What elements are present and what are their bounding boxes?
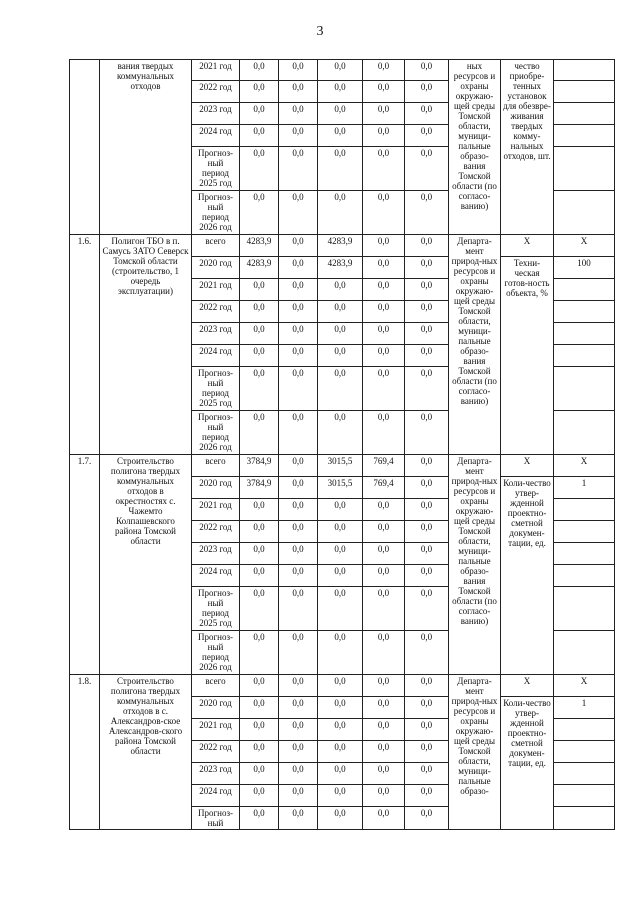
total-cell: 0,0	[240, 147, 279, 191]
local-cell: 0,0	[363, 235, 405, 257]
regional-cell: 0,0	[318, 543, 363, 565]
regional-cell: 0,0	[318, 60, 363, 81]
federal-cell: 0,0	[279, 301, 318, 323]
federal-cell: 0,0	[279, 345, 318, 367]
target-value-cell	[554, 81, 615, 103]
period-cell: 2021 год	[192, 60, 240, 81]
period-cell: 2024 год	[192, 565, 240, 587]
federal-cell: 0,0	[279, 675, 318, 697]
local-cell: 0,0	[363, 125, 405, 147]
target-value-cell	[554, 323, 615, 345]
extrabudget-cell: 0,0	[405, 763, 449, 785]
extrabudget-cell: 0,0	[405, 697, 449, 719]
target-value-cell	[554, 499, 615, 521]
regional-cell: 0,0	[318, 675, 363, 697]
regional-cell: 0,0	[318, 741, 363, 763]
extrabudget-cell: 0,0	[405, 345, 449, 367]
period-cell: Прогноз-ный период 2025 год	[192, 367, 240, 411]
period-cell: Прогноз-ный период 2025 год	[192, 147, 240, 191]
period-cell: 2023 год	[192, 103, 240, 125]
period-cell: 2021 год	[192, 499, 240, 521]
extrabudget-cell: 0,0	[405, 587, 449, 631]
local-cell: 0,0	[363, 675, 405, 697]
total-cell: 0,0	[240, 587, 279, 631]
extrabudget-cell: 0,0	[405, 191, 449, 235]
regional-cell: 0,0	[318, 147, 363, 191]
indicator-cell: Х	[501, 675, 554, 697]
total-cell: 0,0	[240, 785, 279, 807]
period-cell: 2020 год	[192, 697, 240, 719]
period-cell: всего	[192, 675, 240, 697]
indicator-cell: Коли-чество утвер-жденной проектно-сметной докумен-тации, ед.	[501, 477, 554, 675]
regional-cell: 3015,5	[318, 477, 363, 499]
total-cell: 0,0	[240, 565, 279, 587]
federal-cell: 0,0	[279, 631, 318, 675]
local-cell: 0,0	[363, 499, 405, 521]
period-cell: 2021 год	[192, 279, 240, 301]
federal-cell: 0,0	[279, 719, 318, 741]
regional-cell: 0,0	[318, 807, 363, 830]
target-value-cell: Х	[554, 455, 615, 477]
page-number: 3	[316, 24, 324, 39]
regional-cell: 4283,9	[318, 235, 363, 257]
department-cell: Департа-мент природ-ных ресурсов и охраны окружаю-щей среды Томской области, муници-пальные образо-вания Томской области (по согласо-ванию)	[449, 455, 501, 675]
extrabudget-cell: 0,0	[405, 565, 449, 587]
federal-cell: 0,0	[279, 323, 318, 345]
local-cell: 769,4	[363, 477, 405, 499]
extrabudget-cell: 0,0	[405, 785, 449, 807]
extrabudget-cell: 0,0	[405, 323, 449, 345]
total-cell: 0,0	[240, 719, 279, 741]
extrabudget-cell: 0,0	[405, 257, 449, 279]
target-value-cell	[554, 103, 615, 125]
federal-cell: 0,0	[279, 587, 318, 631]
extrabudget-cell: 0,0	[405, 147, 449, 191]
extrabudget-cell: 0,0	[405, 719, 449, 741]
target-value-cell	[554, 301, 615, 323]
regional-cell: 0,0	[318, 323, 363, 345]
item-name-cell: Строительство полигона твердых коммунальных отходов в с. Александров-ское Александров-ского района Томской области	[100, 675, 192, 830]
extrabudget-cell: 0,0	[405, 675, 449, 697]
indicator-cell: Х	[501, 235, 554, 257]
period-cell: 2020 год	[192, 257, 240, 279]
target-value-cell	[554, 191, 615, 235]
federal-cell: 0,0	[279, 279, 318, 301]
local-cell: 0,0	[363, 301, 405, 323]
target-value-cell	[554, 785, 615, 807]
regional-cell: 0,0	[318, 103, 363, 125]
regional-cell: 3015,5	[318, 455, 363, 477]
local-cell: 0,0	[363, 191, 405, 235]
target-value-cell	[554, 345, 615, 367]
period-cell: Прогноз-ный период 2026 год	[192, 411, 240, 455]
period-cell: всего	[192, 235, 240, 257]
local-cell: 0,0	[363, 323, 405, 345]
target-value-cell	[554, 719, 615, 741]
federal-cell: 0,0	[279, 741, 318, 763]
period-cell: 2021 год	[192, 719, 240, 741]
table-row	[70, 235, 615, 257]
extrabudget-cell: 0,0	[405, 367, 449, 411]
extrabudget-cell: 0,0	[405, 301, 449, 323]
total-cell: 0,0	[240, 807, 279, 830]
federal-cell: 0,0	[279, 191, 318, 235]
indicator-cell: Коли-чество утвер-жденной проектно-сметной докумен-тации, ед.	[501, 697, 554, 830]
federal-cell: 0,0	[279, 125, 318, 147]
local-cell: 0,0	[363, 719, 405, 741]
item-number-cell: 1.6.	[70, 235, 100, 455]
item-number-cell	[70, 60, 100, 235]
target-value-cell	[554, 279, 615, 301]
local-cell: 0,0	[363, 103, 405, 125]
local-cell: 0,0	[363, 543, 405, 565]
federal-cell: 0,0	[279, 235, 318, 257]
extrabudget-cell: 0,0	[405, 477, 449, 499]
item-name-cell: вания твердых коммунальных отходов	[100, 60, 192, 235]
local-cell: 0,0	[363, 565, 405, 587]
total-cell: 0,0	[240, 521, 279, 543]
local-cell: 0,0	[363, 741, 405, 763]
target-value-cell	[554, 125, 615, 147]
total-cell: 0,0	[240, 675, 279, 697]
item-number-cell: 1.7.	[70, 455, 100, 675]
period-cell: 2023 год	[192, 763, 240, 785]
total-cell: 0,0	[240, 279, 279, 301]
period-cell: 2020 год	[192, 477, 240, 499]
local-cell: 0,0	[363, 345, 405, 367]
total-cell: 0,0	[240, 301, 279, 323]
item-name-cell: Полигон ТБО в п. Самусь ЗАТО Северск Томской области (строительство, 1 очередь эксплуатации)	[100, 235, 192, 455]
extrabudget-cell: 0,0	[405, 499, 449, 521]
period-cell: 2024 год	[192, 345, 240, 367]
target-value-cell	[554, 763, 615, 785]
total-cell: 0,0	[240, 81, 279, 103]
federal-cell: 0,0	[279, 60, 318, 81]
extrabudget-cell: 0,0	[405, 411, 449, 455]
local-cell: 0,0	[363, 147, 405, 191]
extrabudget-cell: 0,0	[405, 81, 449, 103]
total-cell: 0,0	[240, 323, 279, 345]
extrabudget-cell: 0,0	[405, 235, 449, 257]
period-cell: Прогноз-ный период 2026 год	[192, 191, 240, 235]
federal-cell: 0,0	[279, 785, 318, 807]
target-value-cell	[554, 411, 615, 455]
target-value-cell	[554, 565, 615, 587]
local-cell: 0,0	[363, 785, 405, 807]
federal-cell: 0,0	[279, 697, 318, 719]
extrabudget-cell: 0,0	[405, 631, 449, 675]
table-row	[70, 455, 615, 477]
extrabudget-cell: 0,0	[405, 543, 449, 565]
federal-cell: 0,0	[279, 257, 318, 279]
period-cell: Прогноз-ный	[192, 807, 240, 830]
local-cell: 0,0	[363, 60, 405, 81]
indicator-cell: Техни-ческая готов-ность объекта, %	[501, 257, 554, 455]
period-cell: 2022 год	[192, 301, 240, 323]
local-cell: 0,0	[363, 697, 405, 719]
regional-cell: 0,0	[318, 521, 363, 543]
regional-cell: 0,0	[318, 719, 363, 741]
extrabudget-cell: 0,0	[405, 279, 449, 301]
total-cell: 0,0	[240, 345, 279, 367]
federal-cell: 0,0	[279, 411, 318, 455]
local-cell: 0,0	[363, 411, 405, 455]
federal-cell: 0,0	[279, 455, 318, 477]
total-cell: 3784,9	[240, 455, 279, 477]
regional-cell: 0,0	[318, 279, 363, 301]
total-cell: 0,0	[240, 125, 279, 147]
federal-cell: 0,0	[279, 763, 318, 785]
local-cell: 0,0	[363, 521, 405, 543]
federal-cell: 0,0	[279, 543, 318, 565]
federal-cell: 0,0	[279, 103, 318, 125]
indicator-cell: Х	[501, 455, 554, 477]
target-value-cell	[554, 60, 615, 81]
target-value-cell	[554, 521, 615, 543]
target-value-cell: 1	[554, 477, 615, 499]
period-cell: Прогноз-ный период 2025 год	[192, 587, 240, 631]
period-cell: 2024 год	[192, 125, 240, 147]
extrabudget-cell: 0,0	[405, 103, 449, 125]
regional-cell: 0,0	[318, 345, 363, 367]
total-cell: 0,0	[240, 103, 279, 125]
period-cell: 2022 год	[192, 81, 240, 103]
total-cell: 0,0	[240, 763, 279, 785]
federal-cell: 0,0	[279, 499, 318, 521]
federal-cell: 0,0	[279, 367, 318, 411]
total-cell: 0,0	[240, 631, 279, 675]
target-value-cell	[554, 543, 615, 565]
total-cell: 0,0	[240, 60, 279, 81]
total-cell: 0,0	[240, 191, 279, 235]
federal-cell: 0,0	[279, 81, 318, 103]
extrabudget-cell: 0,0	[405, 60, 449, 81]
department-cell: ных ресурсов и охраны окружаю-щей среды Томской области, муници-пальные образо-вания Томской области (по согласо-ванию)	[449, 60, 501, 235]
total-cell: 4283,9	[240, 235, 279, 257]
local-cell: 0,0	[363, 81, 405, 103]
table-row	[70, 60, 615, 81]
period-cell: Прогноз-ный период 2026 год	[192, 631, 240, 675]
regional-cell: 4283,9	[318, 257, 363, 279]
local-cell: 0,0	[363, 763, 405, 785]
total-cell: 4283,9	[240, 257, 279, 279]
extrabudget-cell: 0,0	[405, 807, 449, 830]
local-cell: 769,4	[363, 455, 405, 477]
regional-cell: 0,0	[318, 785, 363, 807]
total-cell: 0,0	[240, 543, 279, 565]
regional-cell: 0,0	[318, 565, 363, 587]
period-cell: 2023 год	[192, 323, 240, 345]
total-cell: 0,0	[240, 411, 279, 455]
local-cell: 0,0	[363, 279, 405, 301]
period-cell: 2024 год	[192, 785, 240, 807]
extrabudget-cell: 0,0	[405, 455, 449, 477]
total-cell: 0,0	[240, 499, 279, 521]
target-value-cell	[554, 631, 615, 675]
total-cell: 0,0	[240, 367, 279, 411]
local-cell: 0,0	[363, 587, 405, 631]
target-value-cell: Х	[554, 235, 615, 257]
regional-cell: 0,0	[318, 191, 363, 235]
local-cell: 0,0	[363, 631, 405, 675]
target-value-cell	[554, 807, 615, 830]
period-cell: всего	[192, 455, 240, 477]
regional-cell: 0,0	[318, 697, 363, 719]
target-value-cell	[554, 741, 615, 763]
federal-cell: 0,0	[279, 147, 318, 191]
local-cell: 0,0	[363, 367, 405, 411]
department-cell: Департа-мент природ-ных ресурсов и охраны окружаю-щей среды Томской области, муници-пальные образо-	[449, 675, 501, 830]
table-row	[70, 675, 615, 697]
total-cell: 3784,9	[240, 477, 279, 499]
target-value-cell: 100	[554, 257, 615, 279]
period-cell: 2022 год	[192, 741, 240, 763]
regional-cell: 0,0	[318, 763, 363, 785]
target-value-cell: 1	[554, 697, 615, 719]
budget-table	[69, 59, 615, 830]
local-cell: 0,0	[363, 807, 405, 830]
regional-cell: 0,0	[318, 125, 363, 147]
regional-cell: 0,0	[318, 81, 363, 103]
extrabudget-cell: 0,0	[405, 741, 449, 763]
item-number-cell: 1.8.	[70, 675, 100, 830]
regional-cell: 0,0	[318, 411, 363, 455]
regional-cell: 0,0	[318, 631, 363, 675]
total-cell: 0,0	[240, 741, 279, 763]
period-cell: 2023 год	[192, 543, 240, 565]
regional-cell: 0,0	[318, 367, 363, 411]
federal-cell: 0,0	[279, 521, 318, 543]
indicator-cell: чество приобре-тенных установок для обезвре-живания твердых комму-нальных отходов, шт.	[501, 60, 554, 235]
federal-cell: 0,0	[279, 807, 318, 830]
period-cell: 2022 год	[192, 521, 240, 543]
regional-cell: 0,0	[318, 301, 363, 323]
department-cell: Департа-мент природ-ных ресурсов и охраны окружаю-щей среды Томской области, муници-пальные образо-вания Томской области (по согласо-ванию)	[449, 235, 501, 455]
target-value-cell	[554, 367, 615, 411]
local-cell: 0,0	[363, 257, 405, 279]
target-value-cell	[554, 587, 615, 631]
extrabudget-cell: 0,0	[405, 521, 449, 543]
extrabudget-cell: 0,0	[405, 125, 449, 147]
item-name-cell: Строительство полигона твердых коммунальных отходов в окрестностях с. Чажемто Колпашевского района Томской области	[100, 455, 192, 675]
regional-cell: 0,0	[318, 499, 363, 521]
federal-cell: 0,0	[279, 565, 318, 587]
federal-cell: 0,0	[279, 477, 318, 499]
target-value-cell: Х	[554, 675, 615, 697]
total-cell: 0,0	[240, 697, 279, 719]
regional-cell: 0,0	[318, 587, 363, 631]
target-value-cell	[554, 147, 615, 191]
